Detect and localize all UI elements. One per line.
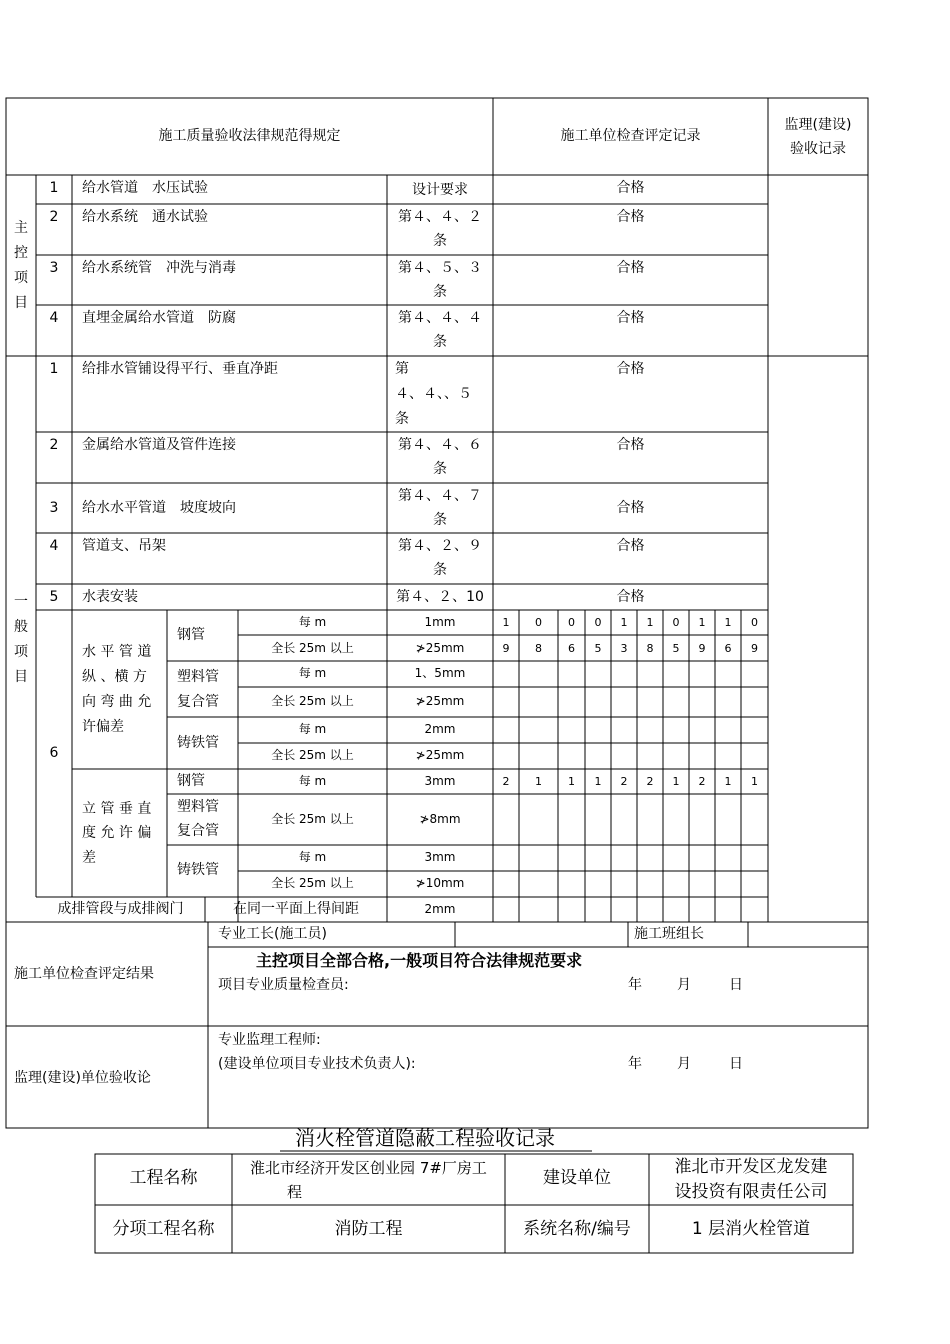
horizontal-label-line: 纵 、横 方 <box>82 669 147 685</box>
measurement-value: 5 <box>594 642 602 655</box>
foreman-label: 专业工长(施工员) <box>218 926 327 942</box>
row-result: 合格 <box>616 437 645 453</box>
measurement-value: 3 <box>620 642 628 655</box>
row-item: 水表安装 <box>82 589 138 605</box>
per-meter-label: 每 m <box>298 774 327 788</box>
header-construction-record: 施工单位检查评定记录 <box>560 128 701 144</box>
row-item: 管道支、吊架 <box>82 538 166 554</box>
row-result: 合格 <box>616 361 645 377</box>
measurement-value: 2 <box>646 775 654 788</box>
row-item: 直埋金属给水管道 防腐 <box>82 310 236 326</box>
row-clause: 设计要求 <box>412 182 468 198</box>
full-length-label: 全长 25m 以上 <box>271 694 354 708</box>
row-result: 合格 <box>616 209 645 225</box>
builder-label: 建设单位 <box>543 1168 611 1188</box>
row-clause-line1: 第４、４、２ <box>398 209 482 225</box>
batch-pipes-label: 成排管段与成排阀门 <box>57 901 184 917</box>
row-result: 合格 <box>616 180 645 196</box>
sub-project-value: 消防工程 <box>334 1219 403 1239</box>
composite-pipe-label: 复合管 <box>177 694 219 710</box>
row-clause-line1: 第 <box>395 361 409 377</box>
per-meter-label: 每 m <box>298 666 327 680</box>
row-result: 合格 <box>616 538 645 554</box>
row-clause-line1: 第４、５、３ <box>398 260 482 276</box>
row-item: 金属给水管道及管件连接 <box>82 437 236 453</box>
row-number: 3 <box>49 260 59 276</box>
system-value: 1 层消火栓管道 <box>691 1219 811 1239</box>
row-number: 4 <box>49 310 59 326</box>
main-control-label-char: 控 <box>14 245 28 261</box>
general-label-char: 目 <box>14 669 28 685</box>
row-clause-line2: 条 <box>433 512 447 528</box>
row-clause-line1: 第４、４、６ <box>398 437 482 453</box>
measurement-value: 6 <box>724 642 732 655</box>
row-clause-line2: 条 <box>433 233 447 249</box>
same-plane-spacing-label: 在同一平面上得间距 <box>233 901 359 917</box>
steel-pipe-label: 钢管 <box>177 627 205 643</box>
row-clause-line2: 条 <box>433 334 447 350</box>
measurement-value: 9 <box>502 642 510 655</box>
date-month: 月 <box>677 977 691 993</box>
supervision-result-label: 监理(建设)单位验收论 <box>14 1070 151 1086</box>
row-clause-line1: 第４、４、７ <box>398 488 482 504</box>
header-supervision-line1: 监理(建设) <box>784 117 852 133</box>
plastic-pipe-label: 塑料管 <box>177 799 219 815</box>
tolerance-value: 1mm <box>424 615 456 629</box>
full-length-label: 全长 25m 以上 <box>271 876 354 890</box>
measurement-value: 1 <box>594 775 602 788</box>
measurement-value: 1 <box>535 775 542 788</box>
measurement-value: 8 <box>535 642 542 655</box>
general-label-char: 一 <box>14 594 28 610</box>
measurement-value: 6 <box>568 642 575 655</box>
row-clause-line2: 条 <box>433 461 447 477</box>
row-result: 合格 <box>616 310 645 326</box>
tolerance-value: ≯25mm <box>415 694 465 708</box>
supervision-engineer-label: 专业监理工程师: <box>218 1032 321 1048</box>
spacing-value: 2mm <box>424 902 456 916</box>
measurement-value: 0 <box>568 616 575 629</box>
row-item: 给水管道 水压试验 <box>82 180 208 196</box>
horizontal-label-line: 水 平 管 道 <box>82 644 152 660</box>
measurement-value: 0 <box>594 616 602 629</box>
measurement-value: 1 <box>751 775 758 788</box>
general-label-char: 般 <box>14 619 28 635</box>
measurement-value: 1 <box>620 616 628 629</box>
builder-line2: 设投资有限责任公司 <box>674 1182 828 1202</box>
measurement-value: 1 <box>672 775 680 788</box>
construction-result-label: 施工单位检查评定结果 <box>14 966 154 982</box>
project-name-line2: 程 <box>286 1183 302 1201</box>
cast-iron-pipe-label: 铸铁管 <box>177 735 219 751</box>
date-year: 年 <box>628 977 642 993</box>
row-number: 5 <box>49 589 59 605</box>
row-item: 给水系统管 冲洗与消毒 <box>82 260 236 276</box>
measurement-value: 0 <box>751 616 758 629</box>
system-label: 系统名称/编号 <box>523 1219 631 1239</box>
row-number: 1 <box>49 361 59 377</box>
tolerance-value: ≯25mm <box>415 748 465 762</box>
row-clause: 第４、２、10 <box>396 589 484 605</box>
owner-technical-label: (建设单位项目专业技术负责人): <box>218 1056 416 1072</box>
measurement-value: 1 <box>724 775 732 788</box>
date-month: 月 <box>677 1056 691 1072</box>
horizontal-label-line: 许偏差 <box>82 719 124 735</box>
measurement-value: 9 <box>751 642 758 655</box>
row-clause-line2: 条 <box>433 562 447 578</box>
main-control-label-char: 项 <box>14 270 28 286</box>
row-item: 给排水管铺设得平行、垂直净距 <box>82 361 278 377</box>
measurement-value: 1 <box>724 616 732 629</box>
full-length-label: 全长 25m 以上 <box>271 812 354 826</box>
row-clause-line2: ４、４、、５ <box>395 386 472 402</box>
per-meter-label: 每 m <box>298 722 327 736</box>
vertical-label-line: 度 允 许 偏 <box>82 825 152 841</box>
row-clause-line2: 条 <box>433 284 447 300</box>
plastic-pipe-label: 塑料管 <box>177 669 219 685</box>
composite-pipe-label: 复合管 <box>177 823 219 839</box>
row-result: 合格 <box>616 589 645 605</box>
measurement-value: 8 <box>646 642 654 655</box>
vertical-label-line: 立 管 垂 直 <box>82 801 152 817</box>
header-supervision-line2: 验收记录 <box>790 141 846 157</box>
row-number: 3 <box>49 500 59 516</box>
measurement-value: 9 <box>698 642 706 655</box>
inspector-label: 项目专业质量检查员: <box>218 977 349 993</box>
measurement-value: 2 <box>620 775 628 788</box>
row-clause-line1: 第４、４、４ <box>398 310 482 326</box>
cast-iron-pipe-label: 铸铁管 <box>177 862 219 878</box>
tolerance-value: ≯25mm <box>415 641 465 655</box>
row-clause-line1: 第４、２、９ <box>398 538 482 554</box>
row-result: 合格 <box>616 260 645 276</box>
row-number: 2 <box>49 209 59 225</box>
project-name-label: 工程名称 <box>129 1168 198 1188</box>
full-length-label: 全长 25m 以上 <box>271 748 354 762</box>
row-number: 6 <box>49 745 59 761</box>
sub-project-label: 分项工程名称 <box>112 1219 215 1239</box>
main-control-label-char: 主 <box>14 220 28 236</box>
row-item: 给水系统 通水试验 <box>82 209 208 225</box>
steel-pipe-label: 钢管 <box>177 773 205 789</box>
per-meter-label: 每 m <box>298 850 327 864</box>
general-label-char: 项 <box>14 644 28 660</box>
measurement-value: 1 <box>698 616 706 629</box>
team-leader-label: 施工班组长 <box>634 926 704 942</box>
measurement-value: 1 <box>502 616 510 629</box>
row-result: 合格 <box>616 500 645 516</box>
row-number: 1 <box>49 180 59 196</box>
builder-line1: 淮北市开发区龙发建 <box>674 1157 828 1177</box>
header-standard: 施工质量验收法律规范得规定 <box>158 128 341 144</box>
tolerance-value: 1、5mm <box>414 666 466 680</box>
project-name-line1: 淮北市经济开发区创业园 7#厂房工 <box>250 1159 487 1177</box>
measurement-value: 5 <box>672 642 680 655</box>
tolerance-value: 2mm <box>424 722 456 736</box>
row-clause-line3: 条 <box>395 411 409 427</box>
main-control-label-char: 目 <box>14 295 28 311</box>
vertical-label-line: 差 <box>82 850 96 866</box>
date-year: 年 <box>628 1056 642 1072</box>
row-number: 4 <box>49 538 59 554</box>
row-number: 2 <box>49 437 59 453</box>
measurement-value: 0 <box>672 616 680 629</box>
tolerance-value: 3mm <box>424 774 456 788</box>
hidden-record-title: 消火栓管道隐蔽工程验收记录 <box>295 1126 555 1150</box>
full-length-label: 全长 25m 以上 <box>271 641 354 655</box>
row-item: 给水水平管道 坡度坡向 <box>82 500 236 516</box>
tolerance-value: ≯8mm <box>419 812 461 826</box>
measurement-value: 1 <box>568 775 575 788</box>
tolerance-value: 3mm <box>424 850 456 864</box>
horizontal-label-line: 向 弯 曲 允 <box>82 694 152 710</box>
date-day: 日 <box>729 1056 743 1072</box>
measurement-value: 1 <box>646 616 654 629</box>
per-meter-label: 每 m <box>298 615 327 629</box>
measurement-value: 2 <box>698 775 706 788</box>
conclusion-text: 主控项目全部合格,一般项目符合法律规范要求 <box>256 951 583 970</box>
measurement-value: 2 <box>502 775 510 788</box>
measurement-value: 0 <box>535 616 542 629</box>
date-day: 日 <box>729 977 743 993</box>
tolerance-value: ≯10mm <box>415 876 465 890</box>
